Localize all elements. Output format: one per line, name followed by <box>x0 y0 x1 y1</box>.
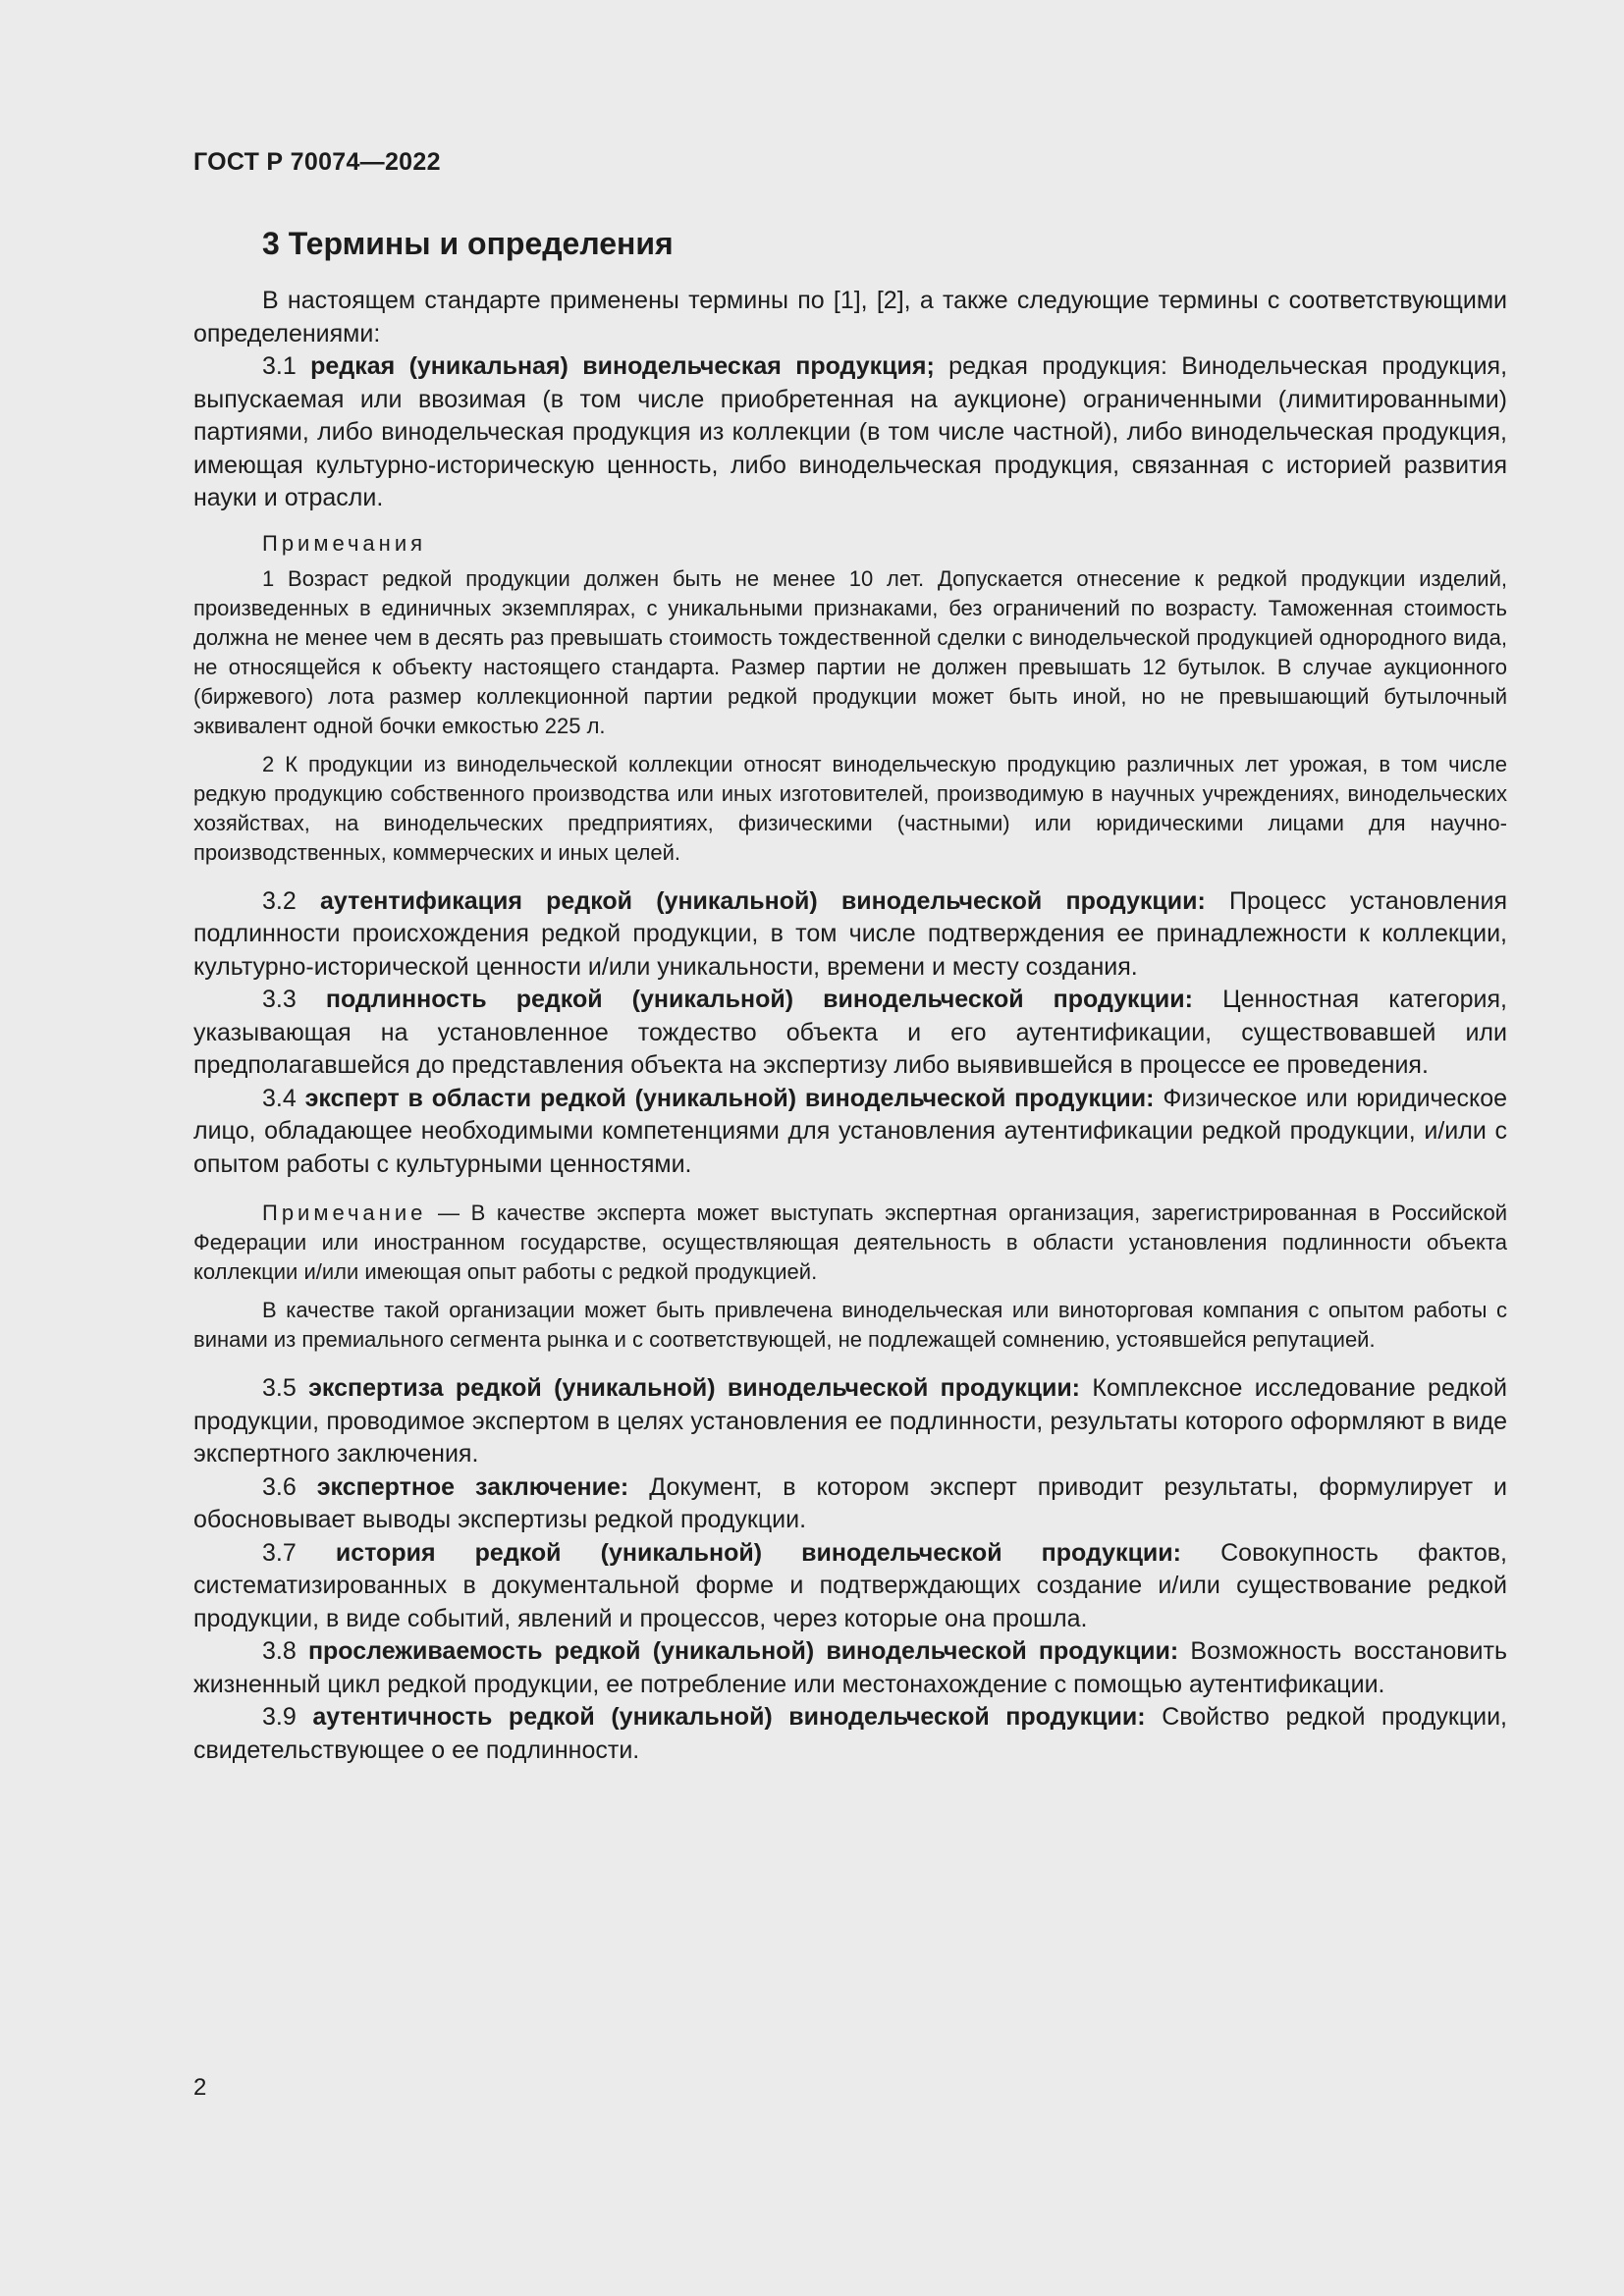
term-definition: Ценностная категория, указывающая на установленное тождество объекта и его аутентификации, существовавшей или предполагавшейся до представления объекта на экспертизу либо выявившейся в процессе ее проведения. <box>193 986 1507 1079</box>
term-3-7 <box>193 1537 1507 1636</box>
term-name: экспертиза редкой (уникальной) винодельческой продукции: <box>308 1374 1081 1402</box>
term-definition: Свойство редкой продукции, свидетельствующее о ее подлинности. <box>193 1703 1508 1764</box>
term-definition: Процесс установления подлинности происхождения редкой продукции, в том числе подтверждения ее принадлежности к коллекции, культурно-исторической ценности и/или уникальности, времени и месту создания. <box>193 886 1507 981</box>
term-name: аутентичность редкой (уникальной) винодельческой продукции: <box>312 1703 1146 1731</box>
term-definition: Совокупность фактов, систематизированных в документальной форме и подтверждающих создание и/или существование редкой продукции, в виде событий, явлений и процессов, через которые она прошла. <box>193 1538 1508 1632</box>
document-header: ГОСТ Р 70074—2022 <box>193 148 441 176</box>
note-heading-inline: Примечание <box>262 1201 427 1225</box>
term-3-4 <box>193 1083 1507 1182</box>
term-name: подлинность редкой (уникальной) винодельческой продукции: <box>325 986 1193 1013</box>
term-number: 3.6 <box>262 1472 297 1501</box>
term-3-2 <box>193 885 1507 985</box>
term-number: 3.1 <box>262 352 297 380</box>
term-definition: Комплексное исследование редкой продукции, проводимое экспертом в целях установления ее подлинности, результаты которого оформляют в виде экспертного заключения. <box>193 1374 1507 1468</box>
term-number: 3.5 <box>262 1374 297 1402</box>
term-definition: Физическое или юридическое лицо, обладающее необходимыми компетенциями для установления аутентификации редкой продукции, и/или с опытом работы с культурными ценностями. <box>193 1084 1508 1178</box>
term-number: 3.2 <box>262 886 297 915</box>
term-3-6 <box>193 1471 1507 1537</box>
term-number: 3.9 <box>262 1703 297 1731</box>
document-body <box>193 222 1507 1767</box>
term-3-9 <box>193 1701 1507 1767</box>
term-name: редкая (уникальная) винодельческая продукция; <box>310 352 935 380</box>
note-continuation: В качестве такой организации может быть привлечена винодельческая или виноторговая компания с опытом работы с винами из премиального сегмента рынка и с соответствующей, не подлежащей сомнению, устоявшейся репутацией. <box>193 1298 1507 1352</box>
term-name: прослеживаемость редкой (уникальной) винодельческой продукции: <box>307 1637 1179 1665</box>
note-2: 2 К продукции из винодельческой коллекции относят винодельческую продукцию различных лет урожая, в том числе редкую продукцию собственного производства или иных изготовителей, производимую в научных учреждениях, винодельческих хозяйствах, на винодельческих предприятиях, физическими (частными) или юридическими лицами для научно-производственных, коммерческих и иных целей. <box>193 751 1507 865</box>
term-name: история редкой (уникальной) винодельческой продукции: <box>335 1538 1181 1567</box>
section-intro: В настоящем стандарте применены термины по [1], [2], а также следующие термины с соответствующими определениями: <box>193 287 1507 347</box>
note-single <box>193 1199 1507 1287</box>
term-number: 3.8 <box>262 1637 297 1665</box>
term-name: экспертное заключение: <box>316 1472 629 1501</box>
term-3-3 <box>193 984 1507 1083</box>
term-name: аутентификация редкой (уникальной) винодельческой продукции: <box>319 886 1206 915</box>
notes-heading: Примечания <box>262 530 427 556</box>
term-definition: редкая продукция: Винодельческая продукция, выпускаемая или ввозимая (в том числе приобретенная на аукционе) ограниченными (лимитированными) партиями, либо винодельческая продукция из коллекции (в том числе частной), либо винодельческая продукция, имеющая культурно-историческую ценность, либо винодельческая продукция, связанная с историей развития науки и отрасли. <box>193 352 1508 511</box>
term-3-8 <box>193 1635 1507 1701</box>
note-text: — В качестве эксперта может выступать экспертная организация, зарегистрированная в Российской Федерации или иностранном государстве, осуществляющая деятельность в области установления подлинности объекта коллекции и/или имеющая опыт работы с редкой продукцией. <box>193 1201 1507 1284</box>
term-definition: Документ, в котором эксперт приводит результаты, формулирует и обосновывает выводы экспертизы редкой продукции. <box>193 1472 1508 1533</box>
page-number: 2 <box>193 2074 207 2101</box>
term-number: 3.3 <box>262 986 297 1013</box>
notes-3-4 <box>193 1199 1507 1355</box>
term-name: эксперт в области редкой (уникальной) винодельческой продукции: <box>304 1084 1155 1112</box>
section-title: 3 Термины и определения <box>262 226 674 261</box>
term-number: 3.4 <box>262 1084 297 1112</box>
term-3-5 <box>193 1372 1507 1471</box>
term-definition: Возможность восстановить жизненный цикл редкой продукции, ее потребление или местонахождение с помощью аутентификации. <box>193 1637 1507 1698</box>
term-3-1 <box>193 350 1507 515</box>
note-1: 1 Возраст редкой продукции должен быть не менее 10 лет. Допускается отнесение к редкой продукции изделий, произведенных в единичных экземплярах, с уникальными признаками, без ограничений по возрасту. Таможенная стоимость должна не менее чем в десять раз превышать стоимость тождественной сделки с винодельческой продукцией однородного вида, не относящейся к объекту настоящего стандарта. Размер партии не должен превышать 12 бутылок. В случае аукционного (биржевого) лота размер коллекционной партии редкой продукции может быть иной, но не превышающий бутылочный эквивалент одной бочки емкостью 225 л. <box>193 565 1507 738</box>
notes-3-1 <box>193 529 1507 868</box>
term-number: 3.7 <box>262 1538 297 1567</box>
